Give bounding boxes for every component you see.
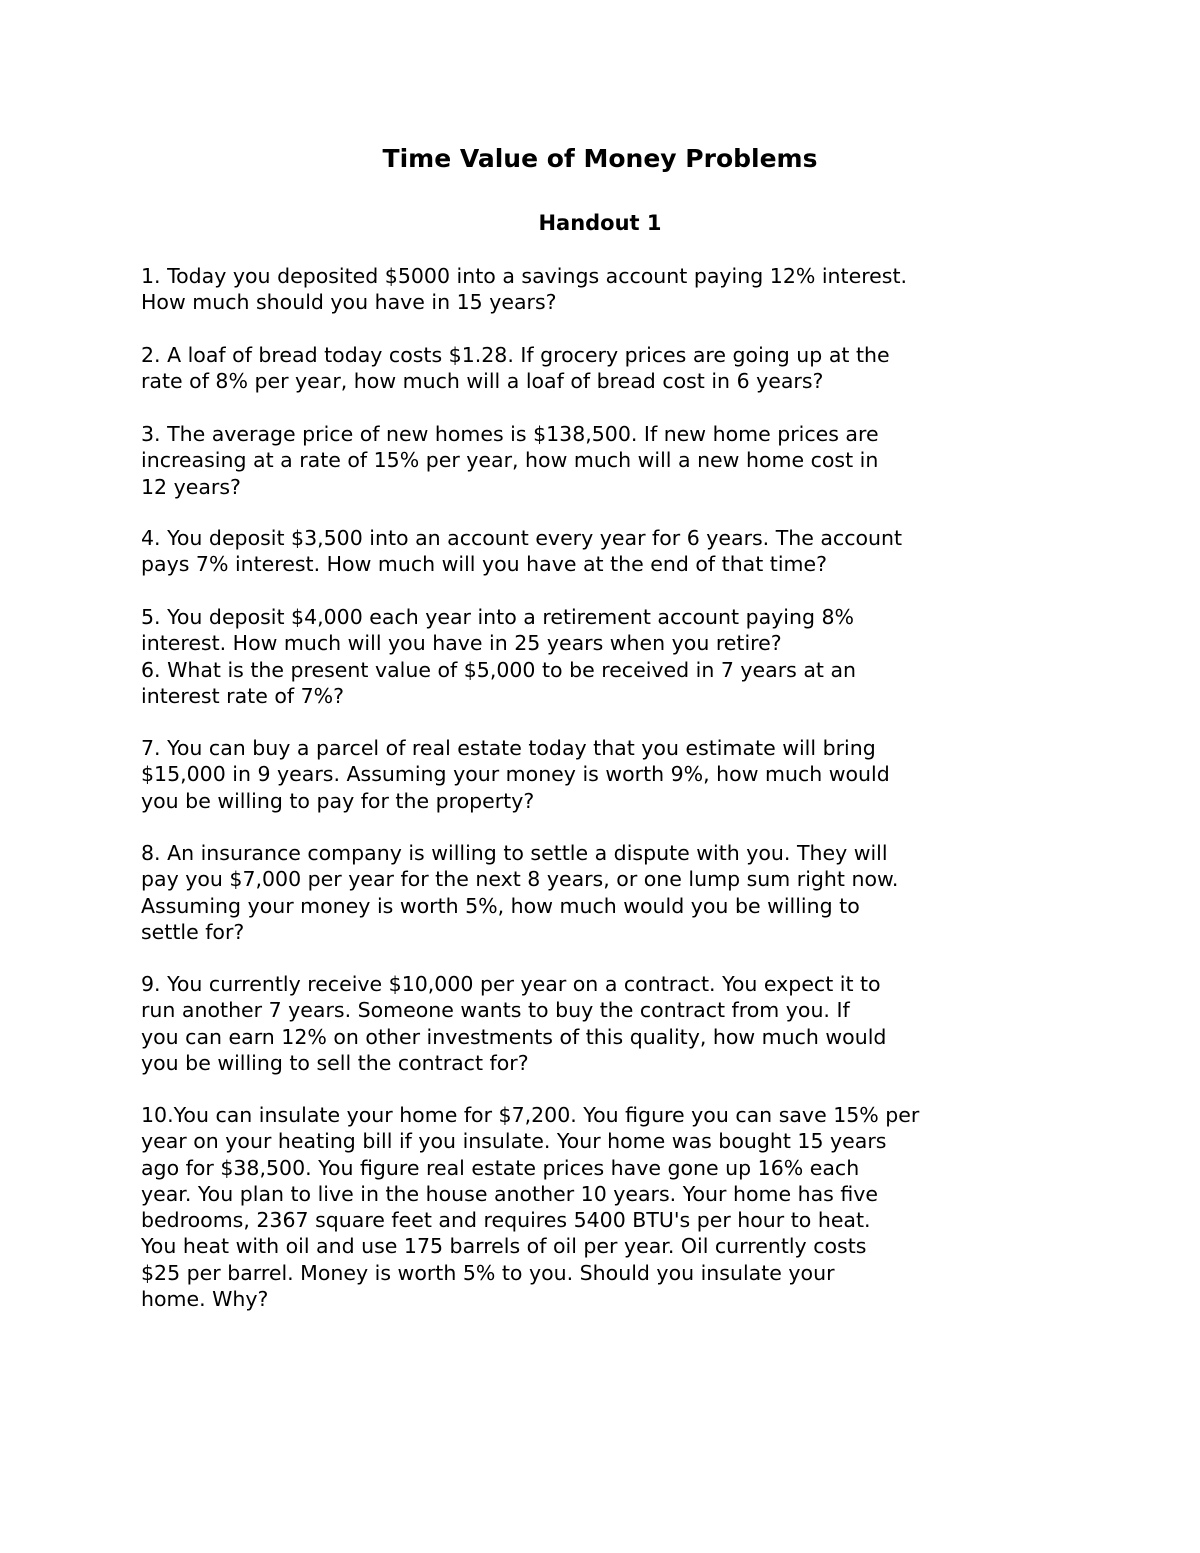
problem-line: 9. You currently receive $10,000 per year on a contract. You expect it to [141,972,881,996]
problem-line: interest rate of 7%? [141,684,344,709]
problem-line: 7. You can buy a parcel of real estate today that you estimate will bring [141,736,876,760]
problem-3 [141,421,1021,500]
problem-line: Assuming your money is worth 5%, how much would you be willing to [141,893,860,918]
problem-2 [141,342,1021,395]
problem-line: pays 7% interest. How much will you have at the end of that time? [141,552,827,577]
problem-line: 6. What is the present value of $5,000 to be received in 7 years at an [141,658,857,682]
problem-1 [141,263,1021,316]
problem-line: You heat with oil and use 175 barrels of oil per year. Oil currently costs [141,1234,867,1259]
problem-line: you be willing to pay for the property? [141,788,535,813]
problem-line: increasing at a rate of 15% per year, how much will a new home cost in [141,448,879,473]
problem-line: 10.You can insulate your home for $7,200. You figure you can save 15% per [141,1103,920,1127]
problem-line: 8. An insurance company is willing to settle a dispute with you. They will [141,841,888,865]
problem-line: year on your heating bill if you insulate. Your home was bought 15 years [141,1129,887,1154]
problem-line: ago for $38,500. You figure real estate prices have gone up 16% each [141,1155,860,1180]
problem-line: you can earn 12% on other investments of this quality, how much would [141,1024,887,1049]
problem-line: 1. Today you deposited $5000 into a savings account paying 12% interest. [141,264,908,288]
problem-line: rate of 8% per year, how much will a loaf of bread cost in 6 years? [141,369,824,394]
problem-9 [141,971,1021,1076]
problem-6 [141,657,1021,710]
problem-line: year. You plan to live in the house another 10 years. Your home has five [141,1181,879,1206]
problem-line: you be willing to sell the contract for? [141,1050,529,1075]
problem-4 [141,525,1021,578]
problem-line: run another 7 years. Someone wants to buy the contract from you. If [141,998,850,1023]
problem-line: How much should you have in 15 years? [141,290,557,315]
problem-line: 4. You deposit $3,500 into an account every year for 6 years. The account [141,526,903,550]
document-title: Time Value of Money Problems [382,144,818,173]
problem-line: pay you $7,000 per year for the next 8 years, or one lump sum right now. [141,867,899,892]
problem-line: bedrooms, 2367 square feet and requires 5400 BTU's per hour to heat. [141,1208,871,1233]
handout-subtitle: Handout 1 [538,211,662,235]
problem-10 [141,1102,1021,1312]
problem-8 [141,840,1021,945]
problem-line: 3. The average price of new homes is $138,500. If new home prices are [141,422,879,446]
problem-7 [141,735,1021,814]
problem-line: home. Why? [141,1287,269,1312]
problem-line: 5. You deposit $4,000 each year into a retirement account paying 8% [141,605,855,629]
problem-5 [141,604,1021,657]
problem-line: $15,000 in 9 years. Assuming your money is worth 9%, how much would [141,762,890,787]
problem-line: interest. How much will you have in 25 years when you retire? [141,631,782,656]
problem-line: 12 years? [141,474,241,499]
problem-line: settle for? [141,919,245,944]
problem-line: $25 per barrel. Money is worth 5% to you. Should you insulate your [141,1260,835,1285]
problem-line: 2. A loaf of bread today costs $1.28. If grocery prices are going up at the [141,343,890,367]
